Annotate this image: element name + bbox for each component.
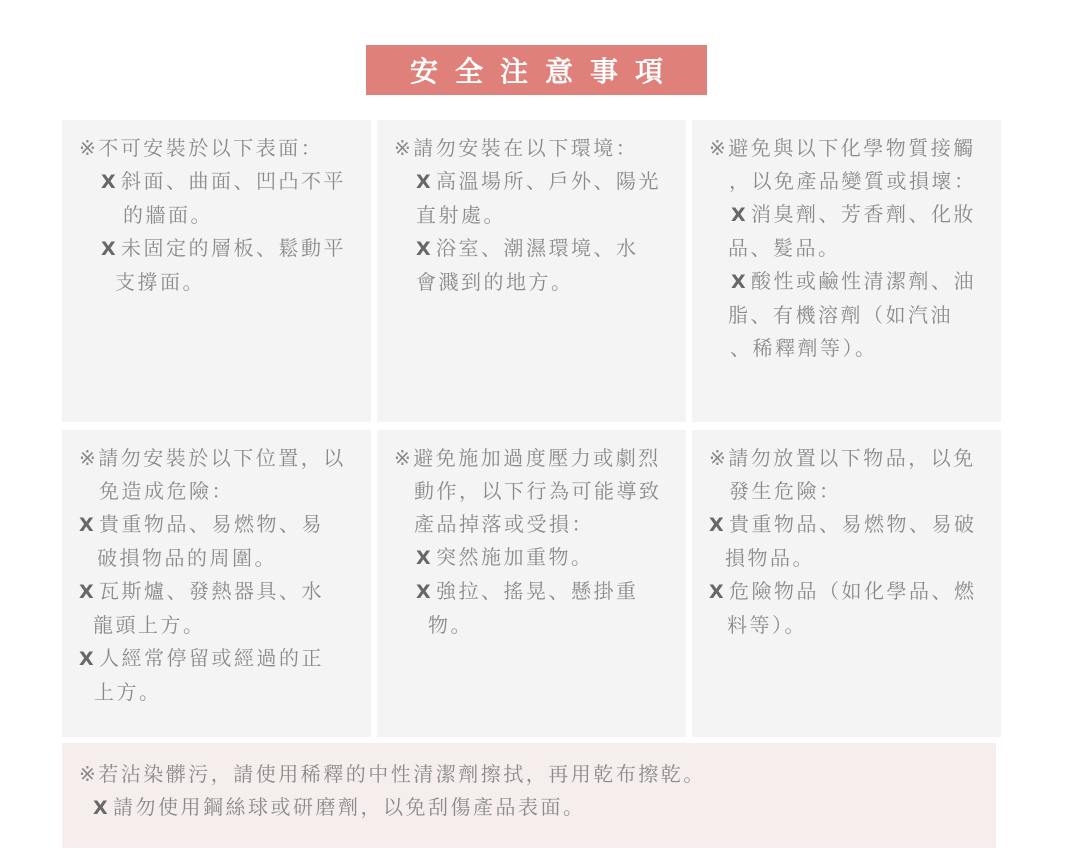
line-text: 請勿安裝於以下位置，以 [98,446,346,470]
line-text: 直射處。 [416,203,506,227]
line-text: 破損物品的周圍。 [97,546,277,570]
x-mark-icon: X [101,171,116,193]
text-line [709,265,995,299]
line-text: 支撐面。 [115,270,205,294]
line-text: 浴室、潮濕環境、水 [436,236,639,260]
text-line [709,299,995,332]
line-text: 的牆面。 [123,203,213,227]
warning-box-surfaces [62,120,371,422]
line-text: 突然施加重物。 [436,545,594,569]
x-mark-icon: X [416,581,431,603]
x-mark-icon: X [93,797,108,819]
line-text: 發生危險： [729,479,842,503]
text-line [79,676,365,709]
line-text: 請勿安裝在以下環境： [413,136,639,160]
text-line [79,475,365,508]
text-line [394,442,680,475]
reference-mark: ※ [79,136,99,160]
text-line [394,266,680,299]
text-line [709,542,995,575]
line-text: 上方。 [94,680,162,704]
line-text: 免造成危險： [99,479,234,503]
line-text: 瓦斯爐、發熱器具、水 [99,579,324,603]
warning-box-locations [62,430,371,737]
warning-box-chemicals [692,120,1001,422]
line-text: 不可安裝於以下表面： [98,136,324,160]
reference-mark: ※ [709,136,729,160]
text-line [79,609,365,642]
text-line [709,475,995,508]
text-line [79,232,365,266]
text-line [79,266,365,299]
text-line [79,508,365,542]
text-line [394,575,680,609]
text-line [709,609,995,642]
x-mark-icon: X [416,171,431,193]
reference-mark: ※ [79,762,99,786]
text-line [394,132,680,165]
text-line [709,165,995,198]
text-line [394,232,680,266]
text-line [709,508,995,542]
line-text: 、稀釋劑等）。 [730,336,878,360]
x-mark-icon: X [79,514,94,536]
x-mark-icon: X [709,514,724,536]
line-text: 消臭劑、芳香劑、化妝 [751,202,976,226]
text-line [709,442,995,475]
x-mark-icon: X [79,581,94,603]
text-line [79,442,365,475]
line-text: 酸性或鹼性清潔劑、油 [751,269,976,293]
line-text: 避免與以下化學物質接觸 [728,136,976,160]
text-line [79,132,365,165]
reference-mark: ※ [394,136,414,160]
text-line [394,609,680,642]
text-line [709,575,995,609]
line-text: 未固定的層板、鬆動平 [121,236,346,260]
x-mark-icon: X [416,547,431,569]
text-line [394,508,680,541]
text-line [709,332,995,365]
line-text: 損物品。 [725,546,815,570]
reference-mark: ※ [394,446,414,470]
text-line [394,475,680,508]
line-text: 脂、有機溶劑（如汽油 [728,303,953,327]
line-text: 品、髮品。 [728,236,841,260]
line-text: 龍頭上方。 [93,613,206,637]
text-line [79,542,365,575]
line-text: 人經常停留或經過的正 [99,646,324,670]
warning-box-environments [377,120,686,422]
cleaning-note-box [62,743,996,848]
line-text: 避免施加過度壓力或劇烈 [413,446,661,470]
text-line [709,132,995,165]
title-banner [366,45,707,95]
line-text: 請勿放置以下物品，以免 [728,446,976,470]
text-line [79,758,986,791]
text-line [79,575,365,609]
text-line [79,791,986,825]
text-line [709,232,995,265]
line-text: 會濺到的地方。 [416,270,574,294]
line-text: 動作，以下行為可能導致 [414,479,662,503]
reference-mark: ※ [79,446,99,470]
line-text: 危險物品（如化學品、燃 [729,579,977,603]
line-text: 高溫場所、戶外、陽光 [436,169,661,193]
line-text: 若沾染髒污，請使用稀釋的中性清潔劑擦拭，再用乾布擦乾。 [98,762,706,786]
x-mark-icon: X [731,271,746,293]
line-text: 產品掉落或受損： [414,512,594,536]
text-line [79,199,365,232]
warning-box-forces [377,430,686,737]
line-text: 強拉、搖晃、懸掛重 [436,579,639,603]
text-line [394,165,680,199]
line-text: 料等）。 [727,613,807,637]
line-text: ，以免產品變質或損壞： [729,169,977,193]
line-text: 貴重物品、易燃物、易破 [729,512,977,536]
x-mark-icon: X [416,238,431,260]
text-line [394,199,680,232]
x-mark-icon: X [101,238,116,260]
line-text: 斜面、曲面、凹凸不平 [121,169,346,193]
line-text: 貴重物品、易燃物、易 [99,512,324,536]
line-text: 物。 [428,613,473,637]
reference-mark: ※ [709,446,729,470]
page-title: 安全注意事項 [409,55,680,88]
x-mark-icon: X [709,581,724,603]
text-line [394,541,680,575]
text-line [709,198,995,232]
line-text: 請勿使用鋼絲球或研磨劑，以免刮傷產品表面。 [113,795,586,819]
x-mark-icon: X [731,204,746,226]
x-mark-icon: X [79,648,94,670]
warning-box-items [692,430,1001,737]
text-line [79,642,365,676]
text-line [79,165,365,199]
